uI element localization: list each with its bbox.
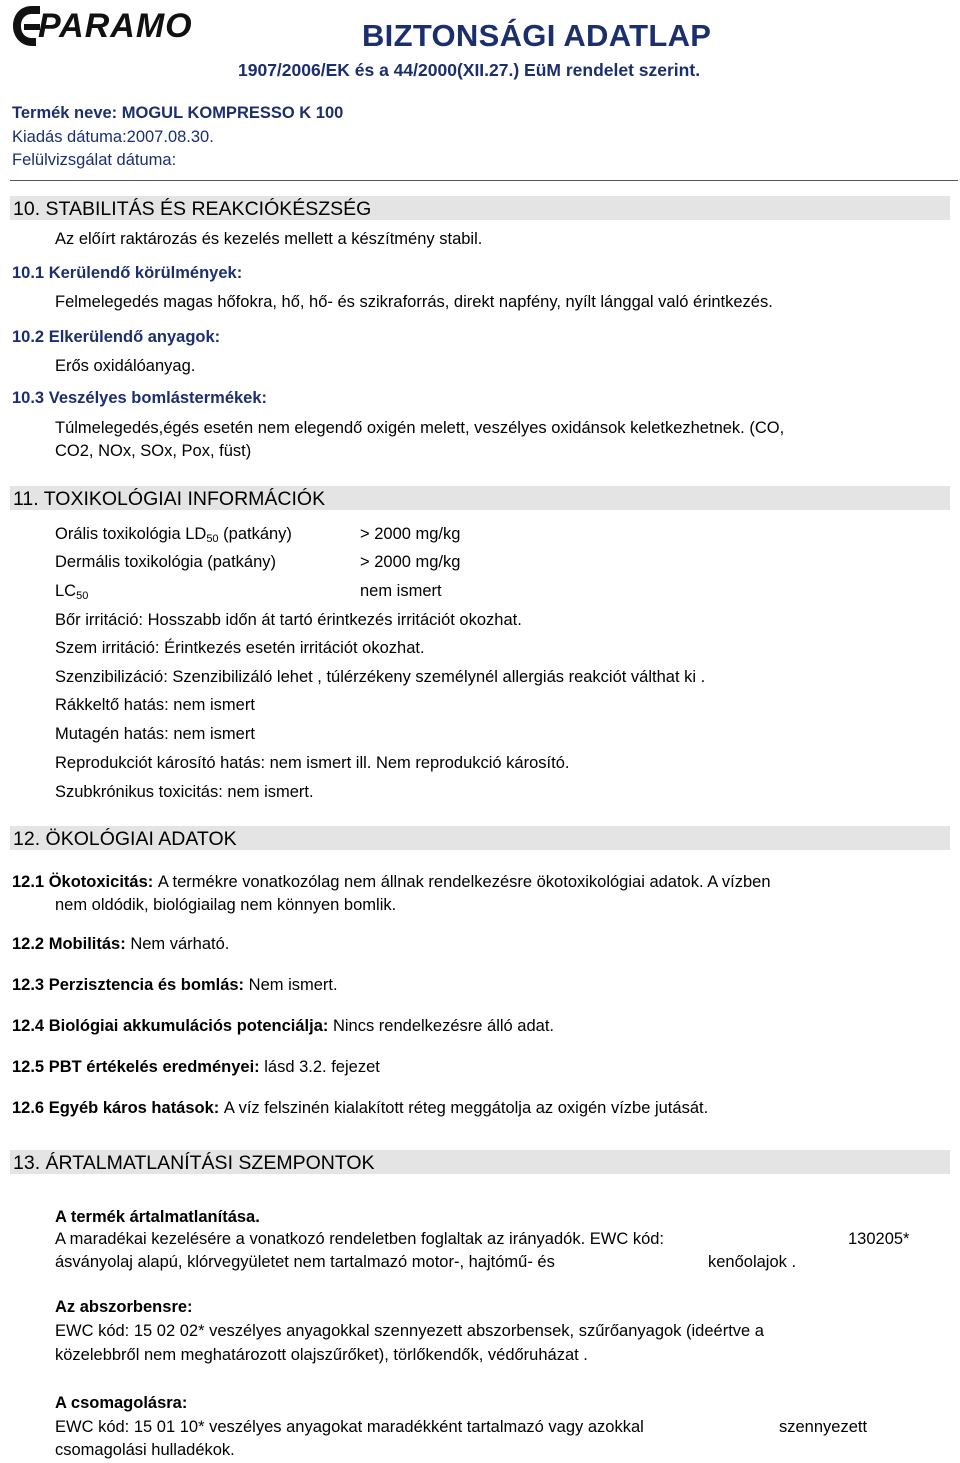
eye-irritation: Szem irritáció: Érintkezés esetén irritációt okozhat. (55, 639, 425, 657)
item-text: Nincs rendelkezésre álló adat. (332, 1017, 555, 1035)
item-number: 12.5 (12, 1058, 45, 1076)
disposal-packaging-line-1: EWC kód: 15 01 10* veszélyes anyagokat maradékként tartalmazó vagy azokkal (55, 1418, 644, 1436)
lc50-value: nem ismert (360, 582, 442, 600)
subsection-10-3-heading (12, 389, 267, 408)
subsection-number: 10.2 (12, 328, 45, 346)
item-number: 12.3 (12, 976, 45, 994)
dermal-toxicity-label: Dermális toxikológia (patkány) (55, 553, 277, 571)
section-13-bar (10, 1150, 950, 1174)
section-12-bar (10, 826, 950, 850)
subchronic-toxicity: Szubkrónikus toxicitás: nem ismert. (55, 783, 314, 801)
mutagenicity: Mutagén hatás: nem ismert (55, 725, 255, 743)
subsection-10-1-heading (12, 264, 242, 283)
subsection-number: 10.1 (12, 264, 45, 282)
dermal-toxicity-value: > 2000 mg/kg (360, 553, 461, 571)
bioaccumulation (12, 1017, 554, 1036)
subscript-50: 50 (206, 533, 219, 545)
materials-text: Erős oxidálóanyag. (55, 357, 196, 375)
ecotoxicity-line-2: nem oldódik, biológiailag nem könnyen bomlik. (55, 896, 397, 914)
document-title: BIZTONSÁGI ADATLAP (362, 18, 712, 53)
item-title: PBT értékelés eredményei: (48, 1058, 260, 1076)
subsection-title: Kerülendő körülmények: (48, 264, 243, 282)
subsection-title: Elkerülendő anyagok: (48, 328, 221, 346)
ewc-code-product: 130205* (848, 1230, 910, 1248)
disposal-packaging-line-2: csomagolási hulladékok. (55, 1441, 235, 1459)
item-text: Nem ismert. (248, 976, 338, 994)
item-text: Nem várható. (130, 935, 230, 953)
persistence (12, 976, 338, 995)
section-11-title: 11. TOXIKOLÓGIAI INFORMÁCIÓK (13, 488, 326, 510)
item-text: A víz felszinén kialakított réteg meggátolja az oxigén vízbe jutását. (223, 1099, 709, 1117)
subsection-title: Veszélyes bomlástermékek: (48, 389, 268, 407)
other-adverse-effects (12, 1099, 708, 1118)
section-10-title: 10. STABILITÁS ÉS REAKCIÓKÉSZSÉG (13, 198, 372, 220)
sensitization: Szenzibilizáció: Szenzibilizáló lehet , túlérzékeny személynél allergiás reakciót válthat ki . (55, 668, 706, 686)
issue-date-value: 2007.08.30. (126, 128, 214, 146)
item-title: Perzisztencia és bomlás: (48, 976, 245, 994)
disposal-packaging-line-1-end: szennyezett (779, 1418, 868, 1436)
section-13-title: 13. ÁRTALMATLANÍTÁSI SZEMPONTOK (13, 1152, 375, 1174)
issue-date-row (12, 128, 214, 147)
subscript-50: 50 (76, 590, 89, 602)
oral-toxicity-value: > 2000 mg/kg (360, 525, 461, 543)
item-number: 12.2 (12, 935, 45, 953)
header-divider (10, 180, 958, 181)
oral-toxicity-label: Orális toxikológia $LD_{50}$ (patkány) (55, 525, 292, 545)
paramo-logo (10, 2, 202, 50)
disposal-absorbent-line-1: EWC kód: 15 02 02* veszélyes anyagokkal szennyezett abszorbensek, szűrőanyagok (ideértve a (55, 1322, 764, 1340)
item-text: A termékre vonatkozólag nem állnak rendelkezésre ökotoxikológiai adatok. A vízben (157, 873, 771, 891)
disposal-packaging-heading: A csomagolásra: (55, 1394, 188, 1412)
ecotoxicity-line-1 (12, 873, 771, 892)
pbt-assessment (12, 1058, 380, 1077)
product-name: Termék neve: MOGUL KOMPRESSO K 100 (12, 104, 344, 122)
item-text: lásd 3.2. fejezet (264, 1058, 380, 1076)
disposal-absorbent-heading: Az abszorbensre: (55, 1298, 193, 1316)
carcinogenicity: Rákkeltő hatás: nem ismert (55, 696, 255, 714)
subsection-10-2-heading (12, 328, 220, 347)
section-12-title: 12. ÖKOLÓGIAI ADATOK (13, 828, 237, 850)
item-number: 12.1 (12, 873, 45, 891)
logo-text: PARAMO (38, 7, 193, 45)
disposal-product-line-2: ásványolaj alapú, klórvegyületet nem tartalmazó motor-, hajtómű- és (55, 1253, 555, 1271)
issue-date-label: Kiadás dátuma: (12, 128, 127, 146)
subsection-number: 10.3 (12, 389, 45, 407)
mobility (12, 935, 229, 954)
item-title: Egyéb káros hatások: (48, 1099, 220, 1117)
decomposition-text-line-2: CO2, NOx, SOx, Pox, füst) (55, 442, 252, 460)
skin-irritation: Bőr irritáció: Hosszabb időn át tartó érintkezés irritációt okozhat. (55, 611, 522, 629)
disposal-absorbent-line-2: közelebbről nem meghatározott olajszűrőket), törlőkendők, védőruházat . (55, 1346, 588, 1364)
revision-date-label: Felülvizsgálat dátuma: (12, 151, 177, 169)
item-title: Biológiai akkumulációs potenciálja: (48, 1017, 329, 1035)
disposal-product-line-1: A maradékai kezelésére a vonatkozó rendeletben foglaltak az irányadók. EWC kód: (55, 1230, 665, 1248)
section-11-bar (10, 486, 950, 510)
lc50-label: $LC_{50}$ (55, 582, 89, 602)
disposal-product-line-2-end: kenőolajok . (708, 1253, 797, 1271)
conditions-text: Felmelegedés magas hőfokra, hő, hő- és szikraforrás, direkt napfény, nyílt lánggal való érintkezés. (55, 293, 773, 311)
item-number: 12.6 (12, 1099, 45, 1117)
stability-text: Az előírt raktározás és kezelés mellett a készítmény stabil. (55, 230, 483, 248)
item-title: Ökotoxicitás: (48, 873, 154, 891)
decomposition-text-line-1: Túlmelegedés,égés esetén nem elegendő oxigén melett, veszélyes oxidánsok keletkezhetnek. (CO, (55, 419, 785, 437)
disposal-product-heading: A termék ártalmatlanítása. (55, 1208, 260, 1226)
item-title: Mobilitás: (48, 935, 126, 953)
document-subtitle: 1907/2006/EK és a 44/2000(XII.27.) EüM rendelet szerint. (238, 60, 701, 80)
section-10-bar (10, 196, 950, 220)
item-number: 12.4 (12, 1017, 45, 1035)
reproductive-toxicity: Reprodukciót károsító hatás: nem ismert ill. Nem reprodukció károsító. (55, 754, 570, 772)
